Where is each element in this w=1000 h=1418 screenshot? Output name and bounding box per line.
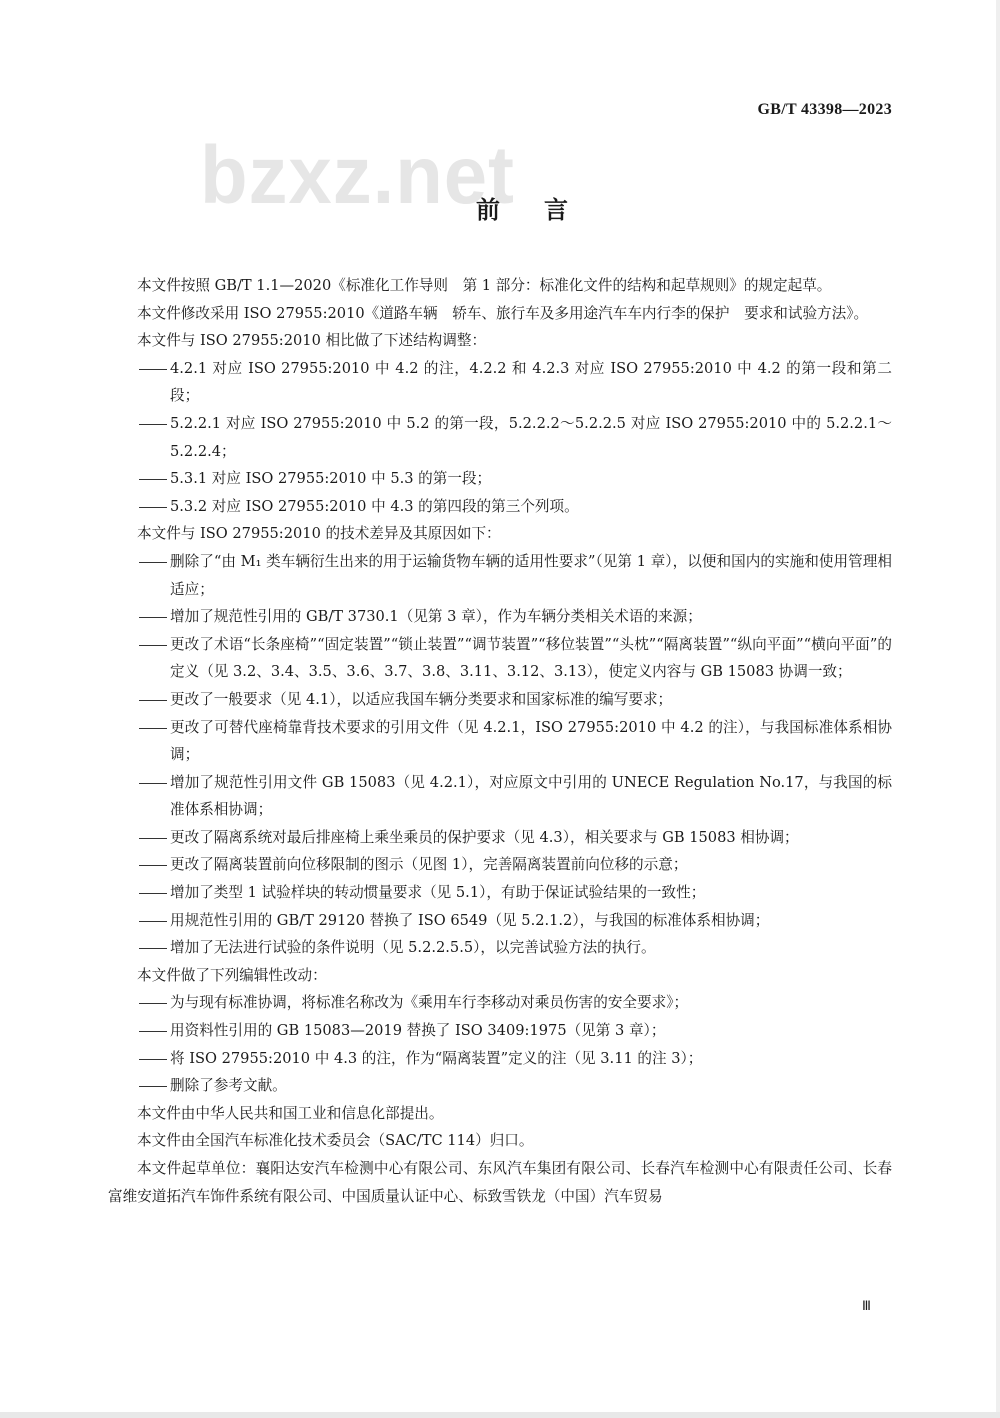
paragraph-proposer: 本文件由中华人民共和国工业和信息化部提出。 [137, 1104, 444, 1122]
list-item: 为与现有标准协调，将标准名称改为《乘用车行李移动对乘员伤害的安全要求》； [170, 994, 689, 1012]
list-item: 5.3.1 对应 ISO 27955:2010 中 5.3 的第一段； [170, 470, 492, 488]
list-item: 用资料性引用的 GB 15083—2019 替换了 ISO 3409:1975（见第 3 章）； [170, 1022, 666, 1040]
editorial-list [108, 989, 892, 1099]
list-item: 增加了规范性引用的 GB/T 3730.1（见第 3 章），作为车辆分类相关术语的来源； [170, 608, 702, 626]
paragraph-committee: 本文件由全国汽车标准化技术委员会（SAC/TC 114）归口。 [137, 1132, 534, 1150]
list-item: 删除了“由 M₁ 类车辆衍生出来的用于运输货物车辆的适用性要求”（见第 1 章），以便和国内的实施和使用管理相适应； [170, 552, 892, 598]
technical-list [108, 548, 892, 962]
page-edge-bottom [0, 1412, 1000, 1418]
list-item: 增加了无法进行试验的条件说明（见 5.2.2.5.5），以完善试验方法的执行。 [170, 939, 656, 957]
page-title: 前言 [476, 196, 612, 224]
list-item: 增加了规范性引用文件 GB 15083（见 4.2.1），对应原文中引用的 UNECE Regulation No.17，与我国的标准体系相协调； [170, 773, 892, 819]
structural-list [108, 355, 892, 521]
page-number: Ⅲ [862, 1298, 871, 1313]
list-item: 用规范性引用的 GB/T 29120 替换了 ISO 6549（见 5.2.1.2），与我国的标准体系相协调； [170, 911, 770, 929]
list-item: 增加了类型 1 试验样块的转动惯量要求（见 5.1），有助于保证试验结果的一致性； [170, 884, 706, 902]
list-item: 更改了一般要求（见 4.1），以适应我国车辆分类要求和国家标准的编写要求； [170, 690, 673, 708]
standard-code: GB/T 43398—2023 [757, 101, 892, 118]
list-item: 更改了术语“长条座椅”“固定装置”“锁止装置”“调节装置”“移位装置”“头枕”“隔离装置”“纵向平面”“横向平面”的定义（见 3.2、3.4、3.5、3.6、3.7、3.8、3.11、3.12、3.13），使定义内容与 GB 15083 协调一致； [170, 635, 892, 681]
list-item: 删除了参考文献。 [170, 1077, 287, 1095]
paragraph-drafting-units: 本文件起草单位：襄阳达安汽车检测中心有限公司、东风汽车集团有限公司、长春汽车检测中心有限责任公司、长春富维安道拓汽车饰件系统有限公司、中国质量认证中心、标致雪铁龙（中国）汽车贸易 [108, 1160, 892, 1205]
paragraph-editorial-intro: 本文件做了下列编辑性改动： [137, 966, 327, 984]
list-item: 5.2.2.1 对应 ISO 27955:2010 中 5.2 的第一段，5.2.2.2～5.2.2.5 对应 ISO 27955:2010 中的 5.2.2.1～5.2.2.4； [170, 414, 892, 460]
list-item: 更改了隔离系统对最后排座椅上乘坐乘员的保护要求（见 4.3），相关要求与 GB 15083 相协调； [170, 828, 799, 846]
document-body [108, 272, 892, 1210]
list-item: 更改了可替代座椅靠背技术要求的引用文件（见 4.2.1，ISO 27955:2010 中 4.2 的注），与我国标准体系相协调； [170, 718, 892, 764]
paragraph-technical-intro: 本文件与 ISO 27955:2010 的技术差异及其原因如下： [137, 525, 501, 543]
paragraph-structural-intro: 本文件与 ISO 27955:2010 相比做了下述结构调整： [137, 332, 487, 350]
paragraph-adoption: 本文件修改采用 ISO 27955:2010《道路车辆 轿车、旅行车及多用途汽车车内行李的保护 要求和试验方法》。 [137, 304, 869, 322]
list-item: 更改了隔离装置前向位移限制的图示（见图 1），完善隔离装置前向位移的示意； [170, 856, 688, 874]
list-item: 4.2.1 对应 ISO 27955:2010 中 4.2 的注，4.2.2 和 4.2.3 对应 ISO 27955:2010 中 4.2 的第一段和第二段； [170, 359, 892, 405]
list-item: 将 ISO 27955:2010 中 4.3 的注，作为“隔离装置”定义的注（见 3.11 的注 3）； [170, 1049, 703, 1067]
watermark: bzxz.net [200, 130, 515, 221]
list-item: 5.3.2 对应 ISO 27955:2010 中 4.3 的第四段的第三个列项。 [170, 497, 579, 515]
paragraph-drafting-rules: 本文件按照 GB/T 1.1—2020《标准化工作导则 第 1 部分：标准化文件的结构和起草规则》的规定起草。 [137, 277, 832, 294]
